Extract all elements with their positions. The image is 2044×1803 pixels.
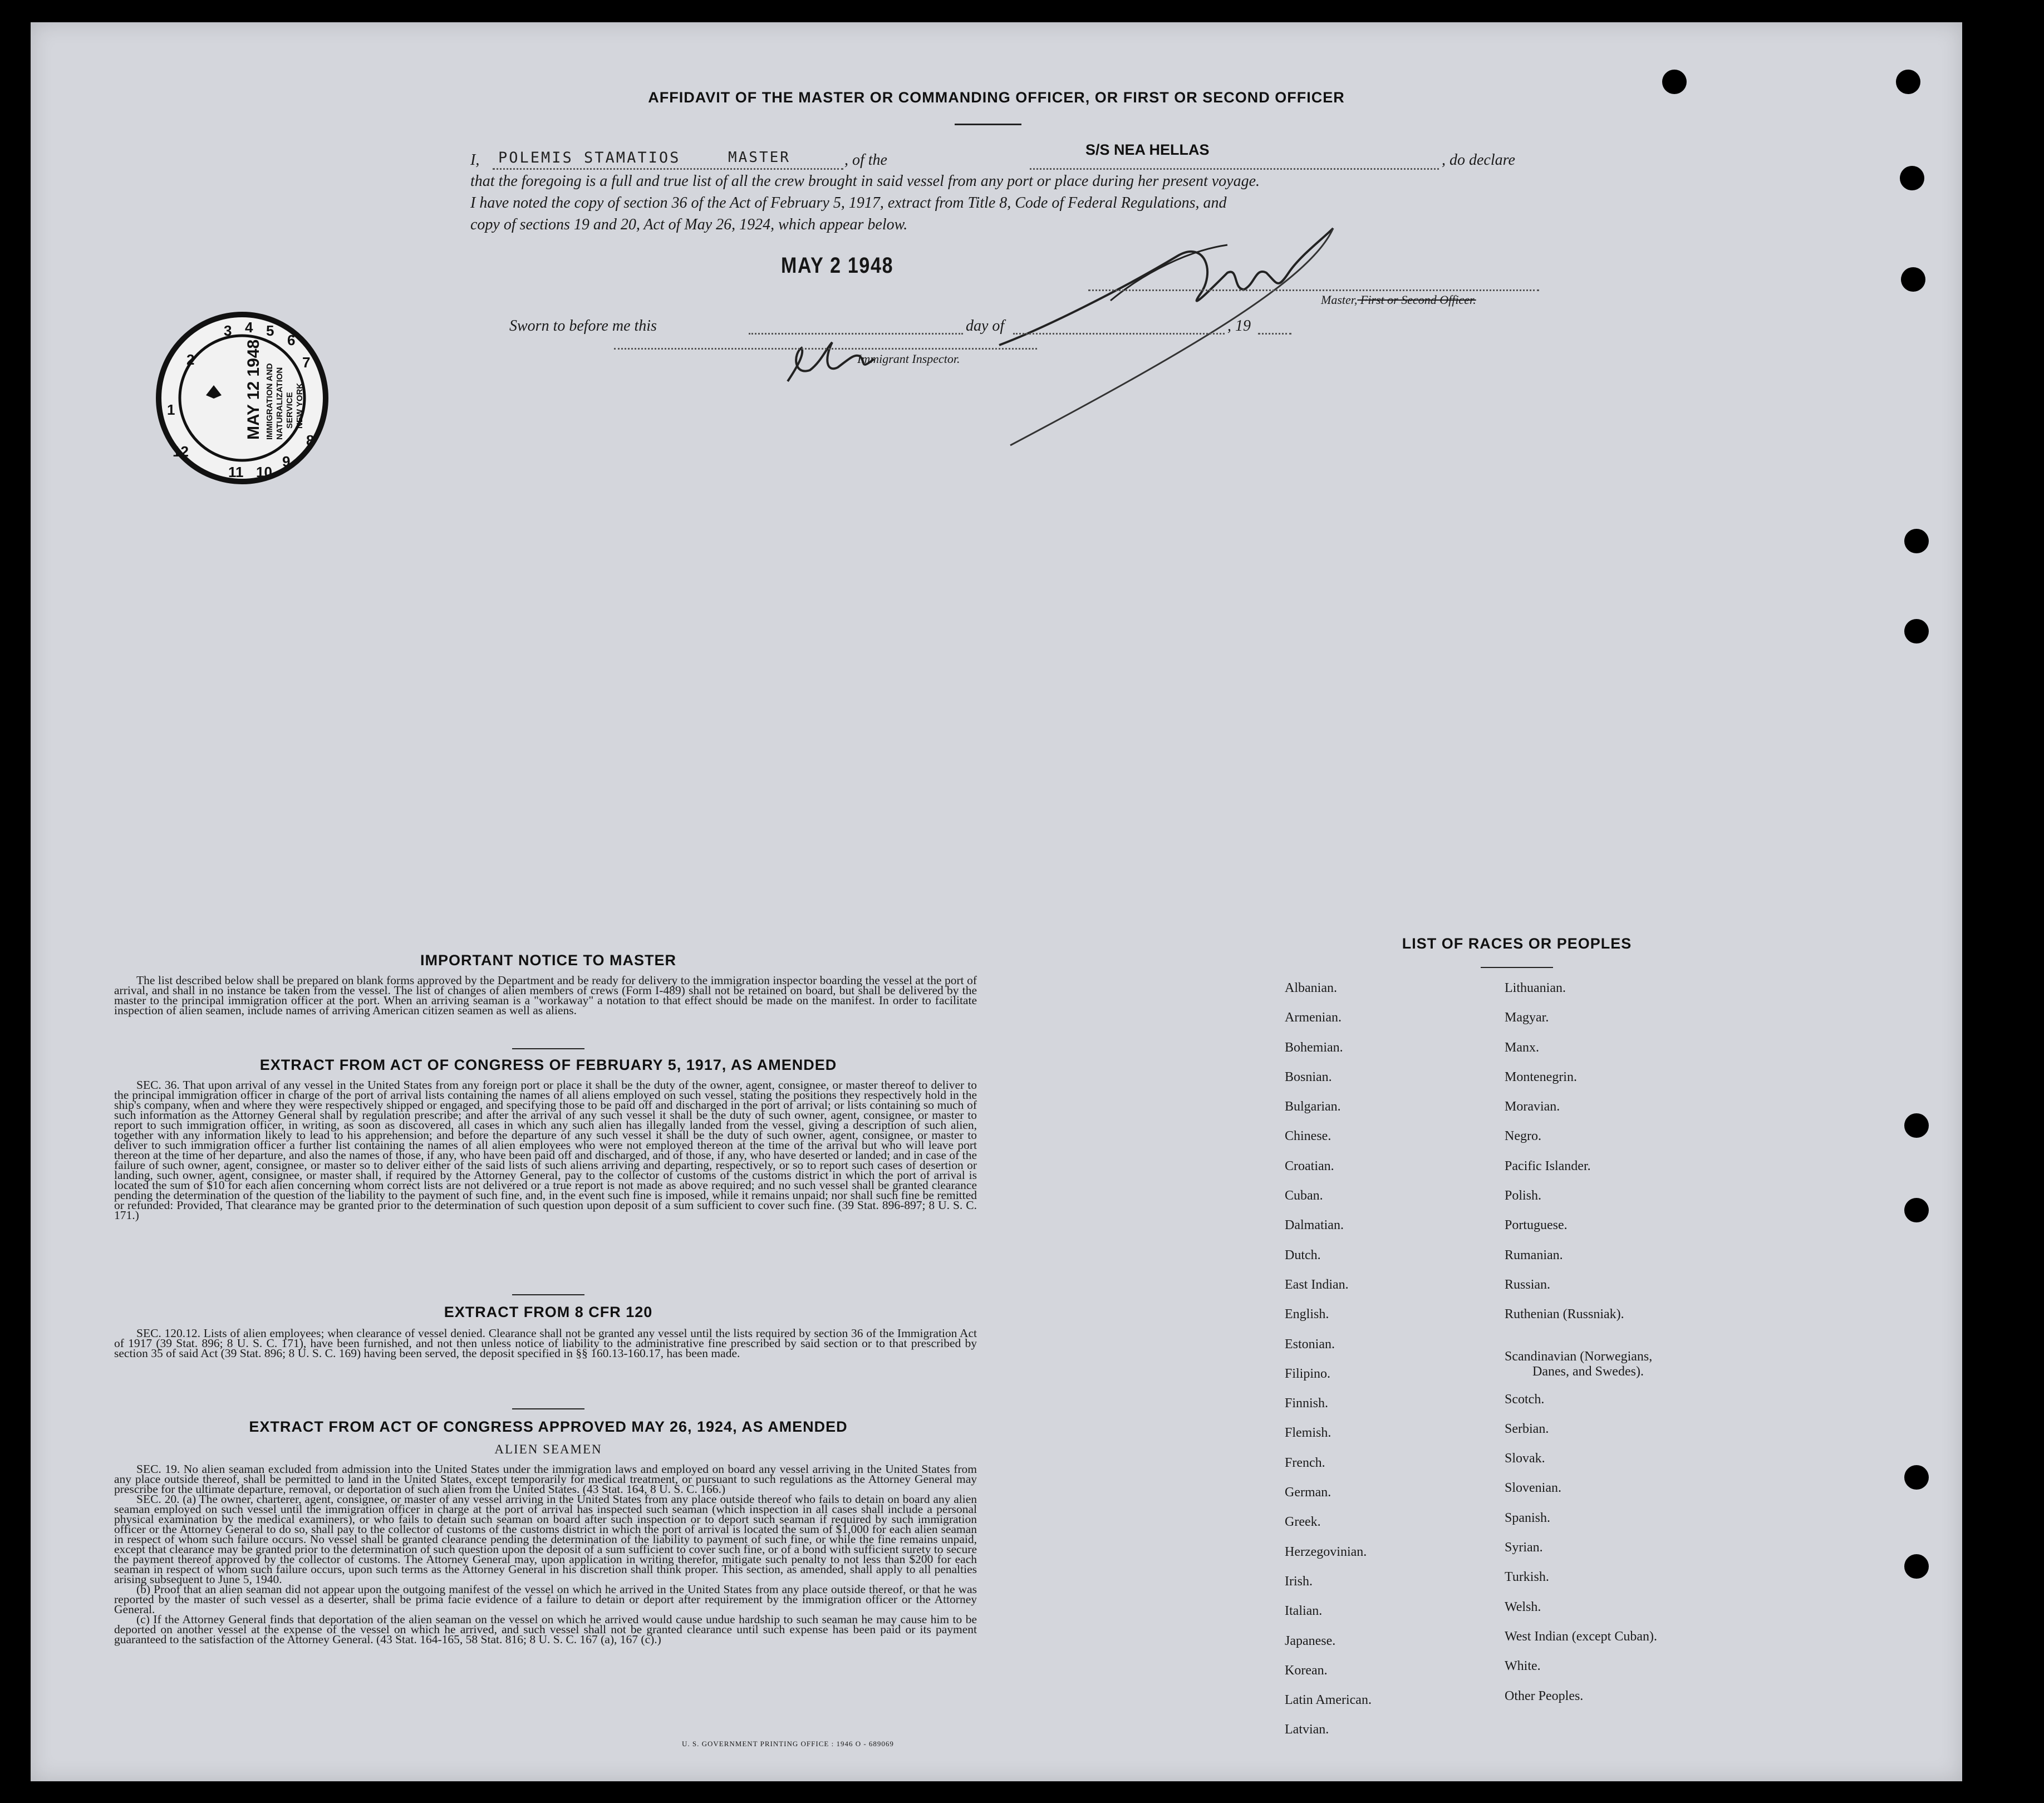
name-fill-line bbox=[493, 168, 843, 170]
sworn-day: day of bbox=[966, 317, 1005, 335]
race-item: Slovenian. bbox=[1505, 1481, 1561, 1496]
immigration-seal bbox=[153, 303, 337, 493]
race-item: Portuguese. bbox=[1505, 1218, 1568, 1233]
race-item: Polish. bbox=[1505, 1188, 1542, 1203]
race-item: Turkish. bbox=[1505, 1570, 1549, 1585]
seal-line4: SERVICE bbox=[285, 392, 294, 429]
race-item: Syrian. bbox=[1505, 1540, 1543, 1555]
line1-suffix: , do declare bbox=[1442, 151, 1515, 169]
race-item: Armenian. bbox=[1285, 1010, 1342, 1025]
sec20a: SEC. 20. (a) The owner, charterer, agent, consignee, or master of any vessel arriving in the United States from any place outside thereof who fails to detain on board any alien seaman employed on such vessel until the immigration officer in charge at the port of arrival has inspected such seaman (which inspection in all cases shall include a personal physical examination by the medical examiners), or who fails to detain such seaman on board after such inspection or to deport such seaman if required by such immigration officer or the Attorney General to do so, shall pay to the collector of customs of the customs district in which the port of arrival is located the sum of $1,000 for each alien seaman in respect of whom such failure occurs. No vessel shall be granted clearance pending the determination of the liability to payment of such fine, or while the fine remains unpaid, except that clearance may be granted prior to the determination of such question upon the deposit of a sum sufficient to cover such fine, or of a bond with sufficient surety to secure the payment thereof approved by the collector of customs. The Attorney General may, upon application in writing therefor, mitigate such penalty to not less than $200 for each seaman in respect of whom such failure occurs, upon such terms as the Attorney General in his discretion shall think proper. This section, as amended, shall apply to all penalties arising subsequent to June 5, 1940. bbox=[114, 1492, 977, 1586]
race-item: Italian. bbox=[1285, 1604, 1323, 1619]
race-item: Korean. bbox=[1285, 1663, 1328, 1678]
affidavit-line4: copy of sections 19 and 20, Act of May 26, 1924, which appear below. bbox=[470, 216, 908, 233]
race-item: Magyar. bbox=[1505, 1010, 1549, 1025]
sworn-prefix: Sworn to before me this bbox=[509, 317, 657, 335]
notice-body: The list described below shall be prepared on blank forms approved by the Department and be ready for delivery to the immigration inspector boarding the vessel at the port of arrival, and shall in no instance be taken from the vessel. The list of changes of alien members of crews (Form I-489) shall not be retained on board, but shall be delivered by the master to the principal immigration officer at the port. When an arriving seaman is a "workaway" a notation to that effect should be made on the manifest. In order to facilitate inspection of alien seamen, include names of arriving American citizen seamen as well as aliens. bbox=[114, 974, 977, 1017]
notice-title: IMPORTANT NOTICE TO MASTER bbox=[420, 952, 676, 969]
extractcfr-title: EXTRACT FROM 8 CFR 120 bbox=[444, 1304, 653, 1320]
race-item: Negro. bbox=[1505, 1129, 1541, 1144]
race-item: White. bbox=[1505, 1659, 1541, 1674]
seal-dial-4: 4 bbox=[245, 319, 253, 336]
seal-dial-2: 2 bbox=[186, 351, 195, 368]
line1-prefix: I, bbox=[470, 151, 480, 169]
race-item: Slovak. bbox=[1505, 1451, 1545, 1466]
seal-dial-12: 12 bbox=[173, 443, 189, 460]
vessel-name: S/S NEA HELLAS bbox=[1085, 141, 1210, 158]
race-item: West Indian (except Cuban). bbox=[1505, 1629, 1657, 1644]
race-item: French. bbox=[1285, 1455, 1325, 1470]
seal-line2: IMMIGRATION AND bbox=[265, 363, 274, 440]
affidavit-line3: I have noted the copy of section 36 of the Act of February 5, 1917, extract from Title 8, Code of Federal Regulations, and bbox=[470, 194, 1227, 212]
race-item: Serbian. bbox=[1505, 1421, 1549, 1436]
notice-body-block bbox=[114, 975, 977, 1015]
extract1917-body-block bbox=[114, 1080, 977, 1220]
race-item: Montenegrin. bbox=[1505, 1069, 1577, 1084]
seal-dial-6: 6 bbox=[287, 332, 296, 348]
race-item: Finnish. bbox=[1285, 1396, 1329, 1411]
race-item: Latin American. bbox=[1285, 1693, 1372, 1708]
race-item: Pacific Islander. bbox=[1505, 1158, 1591, 1173]
race-item: Greek. bbox=[1285, 1515, 1321, 1530]
extract1917-body: SEC. 36. That upon arrival of any vessel in the United States from any foreign port or place it shall be the duty of the owner, agent, consignee, or master thereof to deliver to the principal immigration officer in charge of the port of arrival lists containing the names of all aliens employed on such vessel, stating the positions they respectively hold in the ship's company, when and where they were respectively shipped or engaged, and specifying those to be paid off and discharged in the port of arrival; or lists containing so much of such information as the Attorney General shall by regulation prescribe; and after the arrival of any such vessel it shall be the duty of such owner, agent, consignee, or master to report to such immigration officer, in writing, as soon as discovered, all cases in which any such alien has illegally landed from the vessel, giving a description of such alien, together with any information likely to lead to his apprehension; and before the departure of any such vessel it shall be the duty of such owner, agent, consignee, or master to deliver to such immigration officer a further list containing the names of all alien employees who were not employed thereon at the time of the arrival but who will leave port thereon at the time of her departure, and also the names of those, if any, who have been paid off and discharged, and of those, if any, who have deserted or landed; and in case of the failure of such owner, agent, consignee, or master so to deliver either of the said lists of such aliens arriving and departing, respectively, or so to report such cases of desertion or landing, such owner, agent, consignee, or master shall, if required by the Attorney General, pay to the collector of customs of the customs district in which the port of arrival is located the sum of $10 for each alien concerning whom correct lists are not delivered or a true report is not made as above required; and no such vessel shall be granted clearance pending the determination of the question of the liability to the payment of such fine, and, in the event such fine is imposed, while it remains unpaid; nor shall such fine be remitted or refunded: Provided, That clearance may be granted prior to the determination of such question upon deposit of a sum sufficient to cover such fine. (39 Stat. 896-897; 8 U. S. C. 171.) bbox=[114, 1078, 977, 1222]
races-col1 bbox=[1285, 980, 1372, 1751]
seal-dial-1: 1 bbox=[167, 401, 175, 418]
race-item: Dalmatian. bbox=[1285, 1218, 1344, 1233]
race-item: Filipino. bbox=[1285, 1366, 1331, 1381]
race-item: Other Peoples. bbox=[1505, 1688, 1584, 1703]
seal-dial-3: 3 bbox=[224, 322, 232, 339]
sec20b: (b) Proof that an alien seaman did not appear upon the outgoing manifest of the vessel on which he arrived in the United States from any place outside thereof, or that he was reported by the master of such vessel as a deserter, shall be prima facie evidence of a failure to detain or deport after requirement by the immigration officer or the Attorney General. bbox=[114, 1583, 977, 1616]
extract1924-subtitle: ALIEN SEAMEN bbox=[494, 1442, 602, 1456]
master-sig-struck: First or Second Officer. bbox=[1357, 293, 1476, 307]
race-item: Bulgarian. bbox=[1285, 1099, 1341, 1114]
race-item: Bohemian. bbox=[1285, 1040, 1343, 1055]
affidavit-line2: that the foregoing is a full and true list of all the crew brought in said vessel from any port or place during her present voyage. bbox=[470, 173, 1260, 190]
race-item: Lithuanian. bbox=[1505, 981, 1566, 995]
date-stamp: MAY 2 1948 bbox=[781, 253, 894, 278]
race-item: Scotch. bbox=[1505, 1392, 1545, 1407]
extract1917-title: EXTRACT FROM ACT OF CONGRESS OF FEBRUARY 5, 1917, AS AMENDED bbox=[259, 1057, 837, 1073]
race-item: East Indian. bbox=[1285, 1277, 1349, 1292]
master-sig-caption bbox=[1321, 293, 1476, 307]
inspector-label: Immigrant Inspector. bbox=[857, 352, 960, 366]
extractcfr-body-block bbox=[114, 1328, 977, 1358]
seal-dial-7: 7 bbox=[302, 354, 311, 371]
master-sig-label: Master, bbox=[1321, 293, 1358, 307]
inspector-sig-line bbox=[614, 348, 1037, 350]
seal-dial-8: 8 bbox=[306, 432, 315, 449]
race-item: Welsh. bbox=[1505, 1599, 1541, 1614]
title-rule bbox=[955, 124, 1021, 125]
race-item: Moravian. bbox=[1505, 1099, 1560, 1114]
race-item: Cuban. bbox=[1285, 1188, 1323, 1203]
race-item: Latvian. bbox=[1285, 1722, 1329, 1737]
notice-rule bbox=[512, 1048, 584, 1049]
races-rule bbox=[1481, 967, 1553, 968]
seal-line5: NEW YORK bbox=[295, 382, 304, 429]
race-item: Chinese. bbox=[1285, 1129, 1331, 1144]
printer-imprint: U. S. GOVERNMENT PRINTING OFFICE : 1946 O - 689069 bbox=[682, 1740, 894, 1748]
race-item: Irish. bbox=[1285, 1574, 1313, 1589]
punch-hole bbox=[1904, 1113, 1929, 1138]
race-item: Rumanian. bbox=[1505, 1247, 1563, 1262]
race-item: Ruthenian (Russniak). bbox=[1505, 1307, 1624, 1322]
race-item: German. bbox=[1285, 1485, 1331, 1500]
race-item: Russian. bbox=[1505, 1277, 1551, 1292]
race-item: Manx. bbox=[1505, 1040, 1539, 1055]
extract1924-body-block bbox=[114, 1464, 977, 1644]
master-name: POLEMIS STAMATIOS bbox=[498, 149, 681, 166]
punch-hole bbox=[1904, 619, 1929, 643]
race-item: Spanish. bbox=[1505, 1510, 1551, 1525]
race-item: Bosnian. bbox=[1285, 1069, 1332, 1084]
punch-hole bbox=[1900, 166, 1924, 190]
race-item: Albanian. bbox=[1285, 981, 1337, 995]
sworn-line bbox=[509, 317, 1344, 335]
punch-hole bbox=[1904, 1554, 1929, 1579]
sec19: SEC. 19. No alien seaman excluded from admission into the United States under the immigration laws and employed on board any vessel arriving in the United States from any place outside thereof, shall be permitted to land in the United States, except temporarily for medical treatment, or pursuant to such regulations as the Attorney General may prescribe for the ultimate departure, removal, or deportation of such alien from the United States. (43 Stat. 164, 8 U. S. C. 166.) bbox=[114, 1462, 977, 1496]
race-item: Scandinavian (Norwegians, bbox=[1505, 1349, 1653, 1364]
punch-hole bbox=[1901, 267, 1925, 292]
sec20c: (c) If the Attorney General finds that deportation of the alien seaman on the vessel on which he arrived would cause undue hardship to such seaman he may cause him to be deported on another vessel at the expense of the vessel on which he arrived, and such vessel shall not be granted clearance until such expense has been paid or its payment guaranteed to the satisfaction of the Attorney General. (43 Stat. 164-165, 58 Stat. 816; 8 U. S. C. 167 (a), 167 (c).) bbox=[114, 1613, 977, 1646]
affidavit-line1 bbox=[470, 141, 1584, 174]
seal-line3: NATURALIZATION bbox=[275, 367, 284, 440]
extract1924-title: EXTRACT FROM ACT OF CONGRESS APPROVED MAY 26, 1924, AS AMENDED bbox=[249, 1418, 848, 1435]
punch-hole bbox=[1904, 1465, 1929, 1490]
seal-dial-11: 11 bbox=[228, 464, 244, 480]
race-item: Japanese. bbox=[1285, 1633, 1336, 1648]
sworn-year: , 19 bbox=[1227, 317, 1251, 335]
line1-mid: , of the bbox=[844, 151, 887, 169]
race-item: Estonian. bbox=[1285, 1337, 1335, 1352]
extract1917-rule bbox=[512, 1294, 584, 1295]
master-title: MASTER bbox=[728, 149, 790, 166]
affidavit-title: AFFIDAVIT OF THE MASTER OR COMMANDING OFFICER, OR FIRST OR SECOND OFFICER bbox=[648, 89, 1345, 106]
punch-hole bbox=[1904, 529, 1929, 553]
race-item: English. bbox=[1285, 1307, 1329, 1322]
race-item: Danes, and Swedes). bbox=[1532, 1364, 1644, 1379]
vessel-fill-line bbox=[1030, 168, 1439, 170]
extractcfr-rule bbox=[512, 1408, 584, 1409]
races-title: LIST OF RACES OR PEOPLES bbox=[1402, 935, 1632, 952]
seal-date: MAY 12 1948 bbox=[244, 339, 263, 440]
race-item: Croatian. bbox=[1285, 1158, 1334, 1173]
punch-hole bbox=[1904, 1198, 1929, 1222]
extractcfr-body: SEC. 120.12. Lists of alien employees; when clearance of vessel denied. Clearance shall not be granted any vessel until the lists required by section 36 of the Immigration Act of 1917 (39 Stat. 896; 8 U. S. C. 171), have been furnished, and not then unless notice of liability to the administrative fine prescribed by said section or to that prescribed by section 35 of said Act (39 Stat. 896; 8 U. S. C. 169) having been served, the deposit specified in §§ 160.13-160.17, has been made. bbox=[114, 1327, 977, 1360]
form-page bbox=[31, 22, 1962, 1781]
race-item: Flemish. bbox=[1285, 1426, 1331, 1441]
race-item: Herzegovinian. bbox=[1285, 1544, 1367, 1559]
race-item: Dutch. bbox=[1285, 1247, 1321, 1262]
master-sig-line bbox=[1088, 289, 1539, 291]
races-col2 bbox=[1505, 980, 1657, 1717]
seal-dial-10: 10 bbox=[256, 464, 272, 480]
sworn-month-fill bbox=[1013, 333, 1225, 335]
seal-dial-9: 9 bbox=[282, 453, 291, 470]
seal-dial-5: 5 bbox=[266, 322, 274, 339]
sworn-year-fill bbox=[1258, 333, 1291, 335]
